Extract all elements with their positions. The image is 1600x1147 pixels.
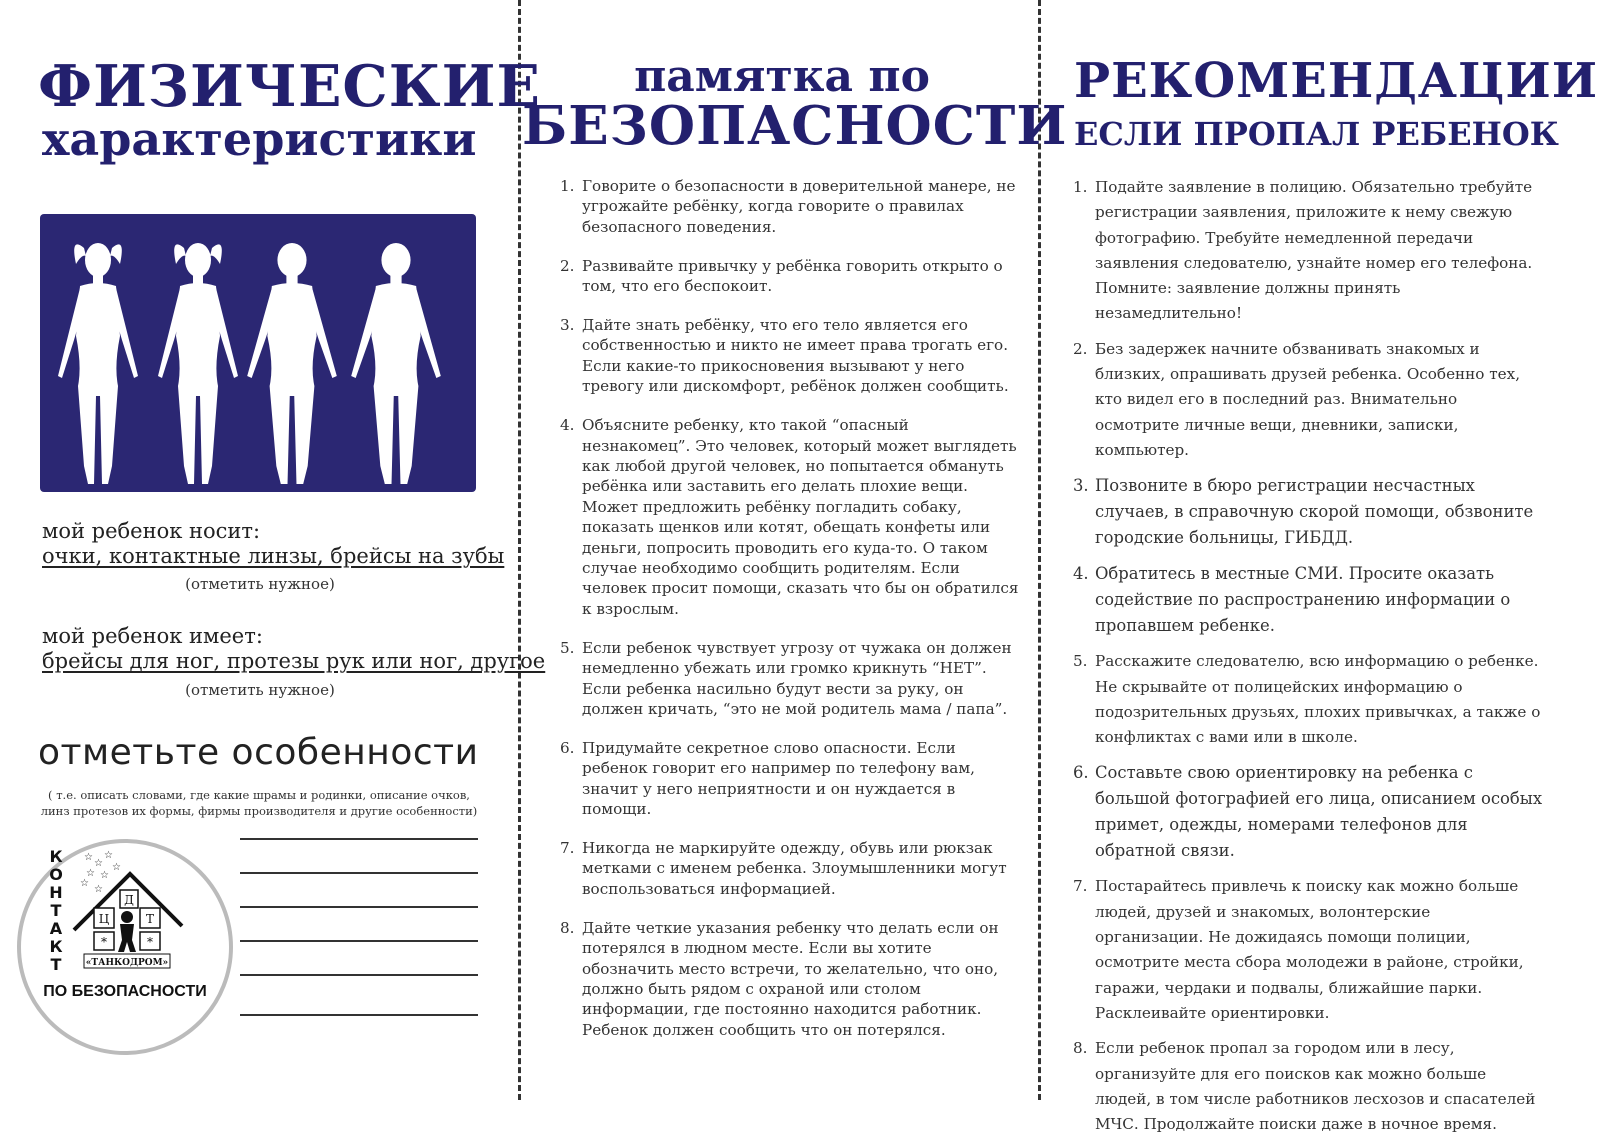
write-line[interactable] xyxy=(240,872,478,874)
middle-title-line2: БЕЗОПАСНОСТИ xyxy=(522,95,1068,157)
list-item: 7. Никогда не маркируйте одежду, обувь или рюкзак метками с именем ребенка. Злоумышленники могут воспользоваться информацией. xyxy=(560,838,1007,898)
write-line[interactable] xyxy=(240,974,478,976)
body-silhouettes-icon xyxy=(40,214,476,492)
right-title-line1: РЕКОМЕНДАЦИИ xyxy=(1074,53,1599,109)
list-item: 8. Дайте четкие указания ребенку что делать если он потерялся в людном месте. Если вы хотите обозначить место встречи, то желательно, что оно, должно быть рядом с охраной или столом информации, где постоянно находится работник. Ребенок должен сообщить что он потерялся. xyxy=(560,918,999,1039)
list-item: 7. Постарайтесь привлечь к поиску как можно больше людей, друзей и знакомых, волонтерские организации. Не дожидаясь помощи полиции, осмотрите места сбора молодежи в районе, стройки, гаражи, чердаки и подвалы, ближайшие парки. Расклеивайте ориентировки. xyxy=(1073,877,1524,1022)
svg-text:☆: ☆ xyxy=(86,868,95,879)
write-line[interactable] xyxy=(240,1014,478,1016)
svg-text:К: К xyxy=(49,937,63,956)
middle-title-line1: памятка по xyxy=(634,51,930,102)
left-title-line1: ФИЗИЧЕСКИЕ xyxy=(38,53,541,120)
logo-banner: «ТАНКОДРОМ» xyxy=(85,958,169,968)
svg-text:☆: ☆ xyxy=(112,862,121,873)
logo-bottom-text: ПО БЕЗОПАСНОСТИ xyxy=(43,983,207,1000)
list-item: 1. Подайте заявление в полицию. Обязательно требуйте регистрации заявления, приложите к нему свежую фотографию. Требуйте немедленной передачи заявления следователю, узнайте номер его телефона. Помните: заявление должны принять незамедлительно! xyxy=(1073,178,1533,323)
list-item: 6. Придумайте секретное слово опасности. Если ребенок говорит его например по телефону вам, значит у него неприятности и он нуждается в помощи. xyxy=(560,738,975,819)
svg-text:☆: ☆ xyxy=(80,878,89,889)
list-item: 5. Расскажите следователю, всю информацию о ребенке. Не скрывайте от полицейских информацию о подозрительных друзьях, плохих привычках, а также о конфликтах с вами или в школе. xyxy=(1073,652,1541,747)
list-item: 5. Если ребенок чувствует угрозу от чужака он должен немедленно убежать или громко крикнуть “НЕТ”. Если ребенка насильно будут вести за руку, он должен кричать, “это не мой родитель мама / папа”. xyxy=(560,638,1012,718)
svg-text:*: * xyxy=(147,935,153,949)
svg-text:Т: Т xyxy=(50,955,62,974)
safety-tips-list xyxy=(560,176,1020,1059)
left-title-line2: характеристики xyxy=(42,112,477,166)
wears-hint: (отметить нужное) xyxy=(185,575,335,593)
wears-options[interactable]: очки, контактные линзы, брейсы на зубы xyxy=(42,544,505,568)
write-line[interactable] xyxy=(240,906,478,908)
svg-text:Т: Т xyxy=(50,901,62,920)
recommendations-list xyxy=(1073,175,1543,1147)
wears-label: мой ребенок носит: xyxy=(42,519,261,543)
list-item: 6. Составьте свою ориентировку на ребенка с большой фотографией его лица, описанием особых примет, одежды, номерами телефонов для обратной связи. xyxy=(1073,763,1543,861)
has-options[interactable]: брейсы для ног, протезы рук или ног, другое xyxy=(42,649,546,673)
kontakt-logo xyxy=(14,836,236,1058)
svg-text:Т: Т xyxy=(145,912,155,926)
list-item: 3. Позвоните в бюро регистрации несчастных случаев, в справочную скорой помощи, обзвоните городские больницы, ГИБДД. xyxy=(1073,476,1534,548)
write-line[interactable] xyxy=(240,940,478,942)
svg-text:☆: ☆ xyxy=(84,852,93,863)
list-item: 3. Дайте знать ребёнку, что его тело является его собственностью и никто не имеет права трогать его. Если какие-то прикосновения вызывают у него тревогу или дискомфорт, ребёнок должен сообщить. xyxy=(560,316,1009,396)
features-title: отметьте особенности xyxy=(38,732,479,773)
list-item: 1. Говорите о безопасности в доверительной манере, не угрожайте ребёнку, когда говорите о правилах безопасного поведения. xyxy=(560,177,1016,236)
list-item: 2. Развивайте привычку у ребёнка говорить открыто о том, что его беспокоит. xyxy=(560,256,1003,296)
svg-text:Ц: Ц xyxy=(98,912,110,926)
list-item: 2. Без задержек начните обзванивать знакомых и близких, опрашивать друзей ребенка. Особенно тех, кто видел его в последний раз. Внимательно осмотрите личные вещи, дневники, записки, компьютер. xyxy=(1073,339,1521,459)
svg-text:Н: Н xyxy=(49,883,63,902)
svg-text:Д: Д xyxy=(124,893,134,907)
list-item: 8. Если ребенок пропал за городом или в лесу, организуйте для его поисков как можно больше людей, в том числе работников лесхозов и спасателей МЧС. Продолжайте поиски даже в ночное время. xyxy=(1073,1039,1536,1134)
right-title-line2: ЕСЛИ ПРОПАЛ РЕБЕНОК xyxy=(1074,115,1559,153)
list-item: 4. Объясните ребенку, кто такой “опасный незнакомец”. Это человек, который может выглядеть как любой другой человек, но попытается обмануть ребёнка или заставить его делать плохие вещи. Может предложить ребёнку погладить собаку, показать щенков или котят, обещать конфеты или деньги, попросить проводить его куда-то. О таком случае необходимо сообщить родителям. Если человек просит помощи, сказать что бы он обратился к взрослым. xyxy=(560,416,1019,618)
svg-text:☆: ☆ xyxy=(94,858,103,869)
has-label: мой ребенок имеет: xyxy=(42,624,263,648)
svg-text:К: К xyxy=(49,847,63,866)
list-item: 4. Обратитесь в местные СМИ. Просите оказать содействие по распространению информации о пропавшем ребенке. xyxy=(1073,564,1511,636)
svg-text:☆: ☆ xyxy=(104,850,113,861)
body-figures-image xyxy=(40,214,476,492)
svg-text:*: * xyxy=(101,935,107,949)
svg-text:О: О xyxy=(49,865,63,884)
svg-text:А: А xyxy=(49,919,63,938)
write-line[interactable] xyxy=(240,838,478,840)
svg-text:☆: ☆ xyxy=(100,870,109,881)
has-hint: (отметить нужное) xyxy=(185,681,335,699)
features-hint: ( т.е. описать словами, где какие шрамы и родинки, описание очков, линз протезов их формы, фирмы производителя и другие особенности) xyxy=(40,788,478,818)
logo-vertical-word xyxy=(49,847,63,974)
svg-text:☆: ☆ xyxy=(94,884,103,895)
physical-characteristics-panel xyxy=(0,0,546,1132)
